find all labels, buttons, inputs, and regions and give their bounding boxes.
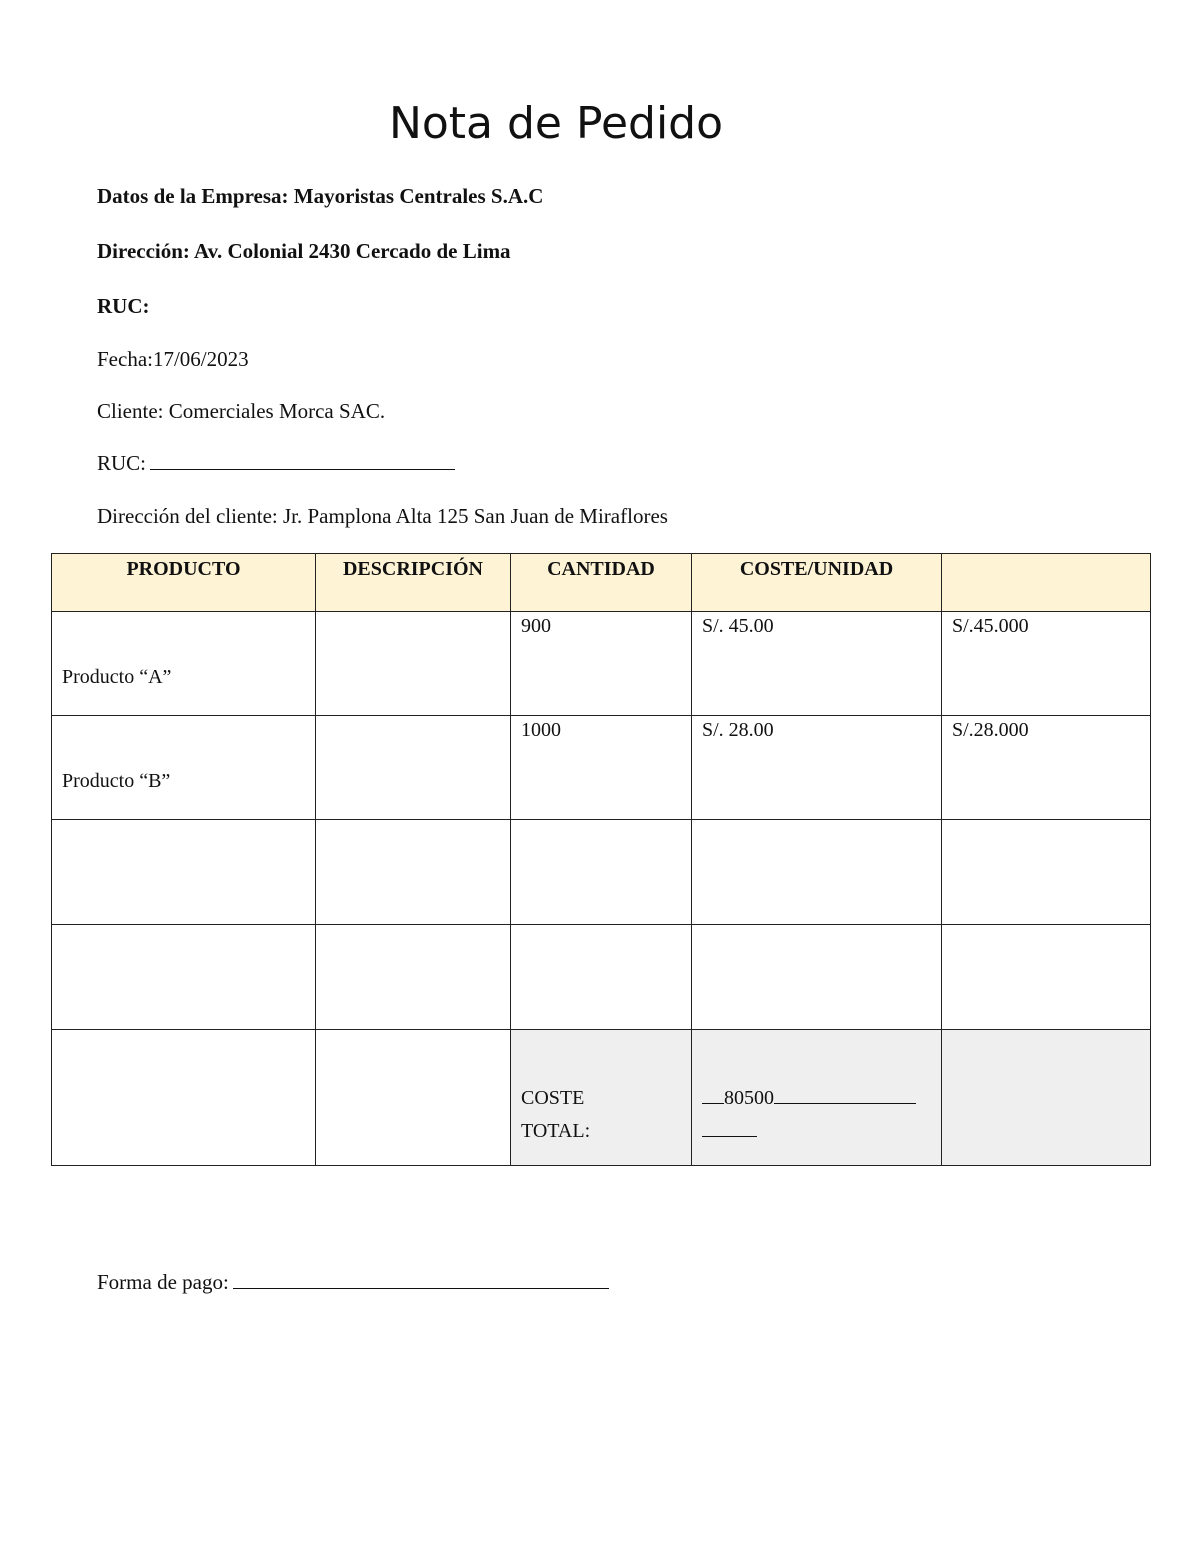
date-line: Fecha:17/06/2023 (97, 347, 249, 371)
cell-description (316, 716, 511, 820)
cell-subtotal: S/.45.000 (942, 612, 1151, 716)
page-title: Nota de Pedido (388, 98, 724, 149)
total-value-cell (692, 1030, 942, 1166)
total-value: 80500 (724, 1087, 774, 1109)
payment-line (97, 1270, 609, 1295)
client-ruc-label: RUC: (97, 451, 147, 475)
total-label-cell (511, 1030, 692, 1166)
cell-unit-cost: S/. 28.00 (692, 716, 942, 820)
total-label-2: TOTAL: (521, 1120, 591, 1142)
client-ruc-line (97, 451, 455, 476)
cell-subtotal: S/.28.000 (942, 716, 1151, 820)
header-subtotal (942, 554, 1151, 612)
header-quantity: CANTIDAD (511, 554, 692, 612)
table-row-empty (52, 820, 1151, 925)
header-unit-cost: COSTE/UNIDAD (692, 554, 942, 612)
payment-label: Forma de pago: (97, 1270, 229, 1294)
table-row (52, 612, 1151, 716)
cell-quantity: 1000 (511, 716, 692, 820)
table-header-row (52, 554, 1151, 612)
cell-description (316, 612, 511, 716)
client-line: Cliente: Comerciales Morca SAC. (97, 399, 386, 423)
header-product: PRODUCTO (52, 554, 316, 612)
table-total-row (52, 1030, 1151, 1166)
company-line: Datos de la Empresa: Mayoristas Centrales S.A.C (97, 184, 544, 208)
cell-unit-cost: S/. 45.00 (692, 612, 942, 716)
client-ruc-blank (150, 468, 455, 470)
table-row-empty (52, 925, 1151, 1030)
company-address-line: Dirección: Av. Colonial 2430 Cercado de Lima (97, 239, 511, 263)
client-address-line: Dirección del cliente: Jr. Pamplona Alta 125 San Juan de Miraflores (97, 504, 668, 528)
cell-product: Producto “B” (52, 716, 316, 820)
header-description: DESCRIPCIÓN (316, 554, 511, 612)
cell-quantity: 900 (511, 612, 692, 716)
cell-product: Producto “A” (52, 612, 316, 716)
order-table (51, 553, 1151, 1166)
company-ruc-label: RUC: (97, 294, 150, 318)
payment-blank (233, 1287, 609, 1289)
total-label-1: COSTE (521, 1087, 585, 1109)
table-row (52, 716, 1151, 820)
